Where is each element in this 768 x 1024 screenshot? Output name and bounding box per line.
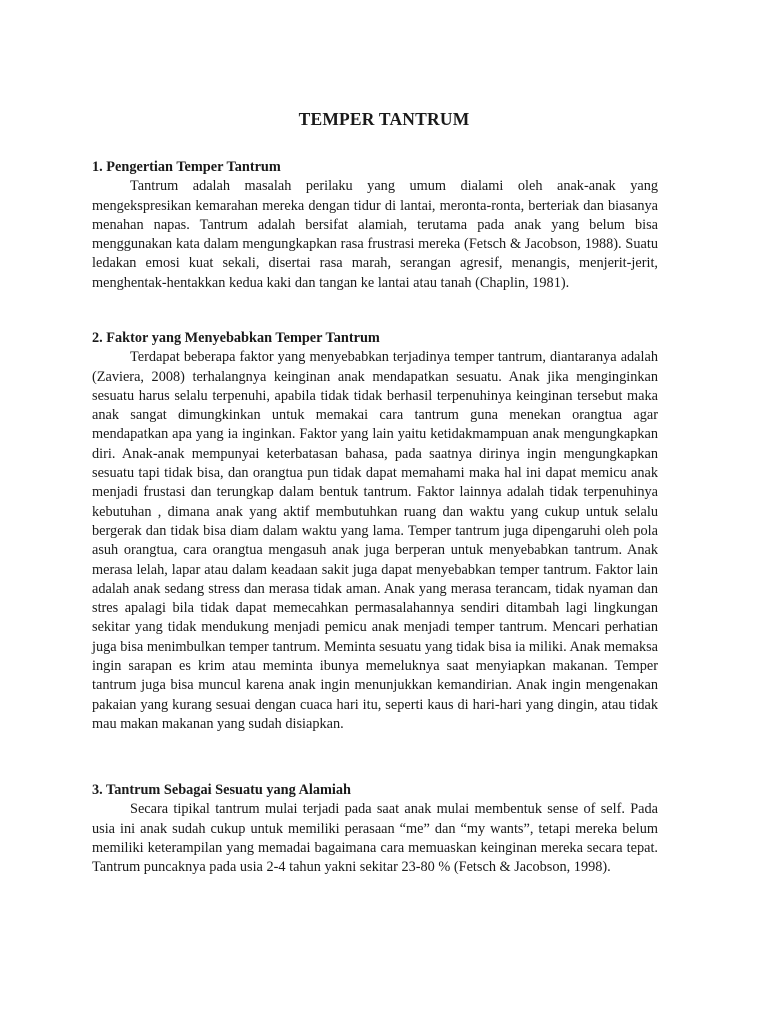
section-heading: 1. Pengertian Temper Tantrum bbox=[92, 159, 281, 175]
section-paragraph: Secara tipikal tantrum mulai terjadi pada saat anak mulai membentuk sense of self. Pada usia ini anak sudah cukup untuk memiliki perasaan “me” dan “my wants”, tetapi mereka belum memiliki keterampilan yang memadai bagaimana cara memuaskan keinginan mereka secara tepat. Tantrum puncaknya pada usia 2-4 tahun yakni sekitar 23-80 % (Fetsch & Jacobson, 1998). bbox=[92, 801, 658, 876]
section-paragraph: Tantrum adalah masalah perilaku yang umum dialami oleh anak-anak yang mengekspresikan kemarahan mereka dengan tidur di lantai, meronta-ronta, berteriak dan biasanya menahan napas. Tantrum adalah bersifat alamiah, terutama pada anak yang belum bisa menggunakan kata dalam mengungkapkan rasa frustrasi mereka (Fetsch & Jacobson, 1988). Suatu ledakan emosi kuat sekali, disertai rasa marah, serangan agresif, menangis, menjerit-jerit, menghentak-hentakkan kedua kaki dan tangan ke lantai atau tanah (Chaplin, 1981). bbox=[92, 178, 658, 291]
section-faktor bbox=[92, 329, 658, 734]
section-pengertian bbox=[92, 158, 658, 293]
section-heading: 3. Tantrum Sebagai Sesuatu yang Alamiah bbox=[92, 782, 351, 798]
document-title: TEMPER TANTRUM bbox=[298, 109, 470, 129]
section-alamiah bbox=[92, 781, 658, 877]
section-paragraph: Terdapat beberapa faktor yang menyebabkan terjadinya temper tantrum, diantaranya adalah (Zaviera, 2008) terhalangnya keinginan anak mendapatkan sesuatu. Anak jika menginginkan sesuatu harus selalu terpenuhi, apabila tidak tidak berhasil terpenuhinya keinginan tersebut maka anak sangat dimungkinkan untuk memakai cara tantrum guna menekan orangtua agar mendapatkan apa yang ia inginkan. Faktor yang lain yaitu ketidakmampuan anak mengungkapkan diri. Anak-anak mempunyai keterbatasan bahasa, pada saatnya dirinya ingin mengungkapkan sesuatu tapi tidak bisa, dan orangtua pun tidak dapat memahami maka hal ini dapat memicu anak menjadi frustasi dan terungkap dalam bentuk tantrum. Faktor lainnya adalah tidak terpenuhinya kebutuhan , dimana anak yang aktif membutuhkan ruang dan waktu yang cukup untuk selalu bergerak dan tidak bisa diam dalam waktu yang lama. Temper tantrum juga dipengaruhi oleh pola asuh orangtua, cara orangtua mengasuh anak juga berperan untuk menyebabkan tantrum. Anak merasa lelah, lapar atau dalam keadaan sakit juga dapat menyebabkan temper tantrum. Faktor lain adalah anak sedang stress dan merasa tidak aman. Anak yang merasa terancam, tidak nyaman dan stres apalagi bila tidak dapat memecahkan permasalahannya sendiri ditambah lagi lingkungan sekitar yang tidak mendukung menjadi pemicu anak menjadi temper tantrum. Mencari perhatian juga bisa menimbulkan temper tantrum. Meminta sesuatu yang tidak bisa ia miliki. Anak memaksa ingin sarapan es krim atau meminta ibunya memeluknya saat menyiapkan makanan. Temper tantrum juga bisa muncul karena anak ingin menunjukkan kemandirian. Anak ingin mengenakan pakaian yang kurang sesuai dengan cuaca hari itu, seperti kaus di hari-hari yang dingin, atau tidak mau makan makanan yang sudah disiapkan. bbox=[92, 349, 658, 732]
section-heading: 2. Faktor yang Menyebabkan Temper Tantrum bbox=[92, 330, 380, 346]
